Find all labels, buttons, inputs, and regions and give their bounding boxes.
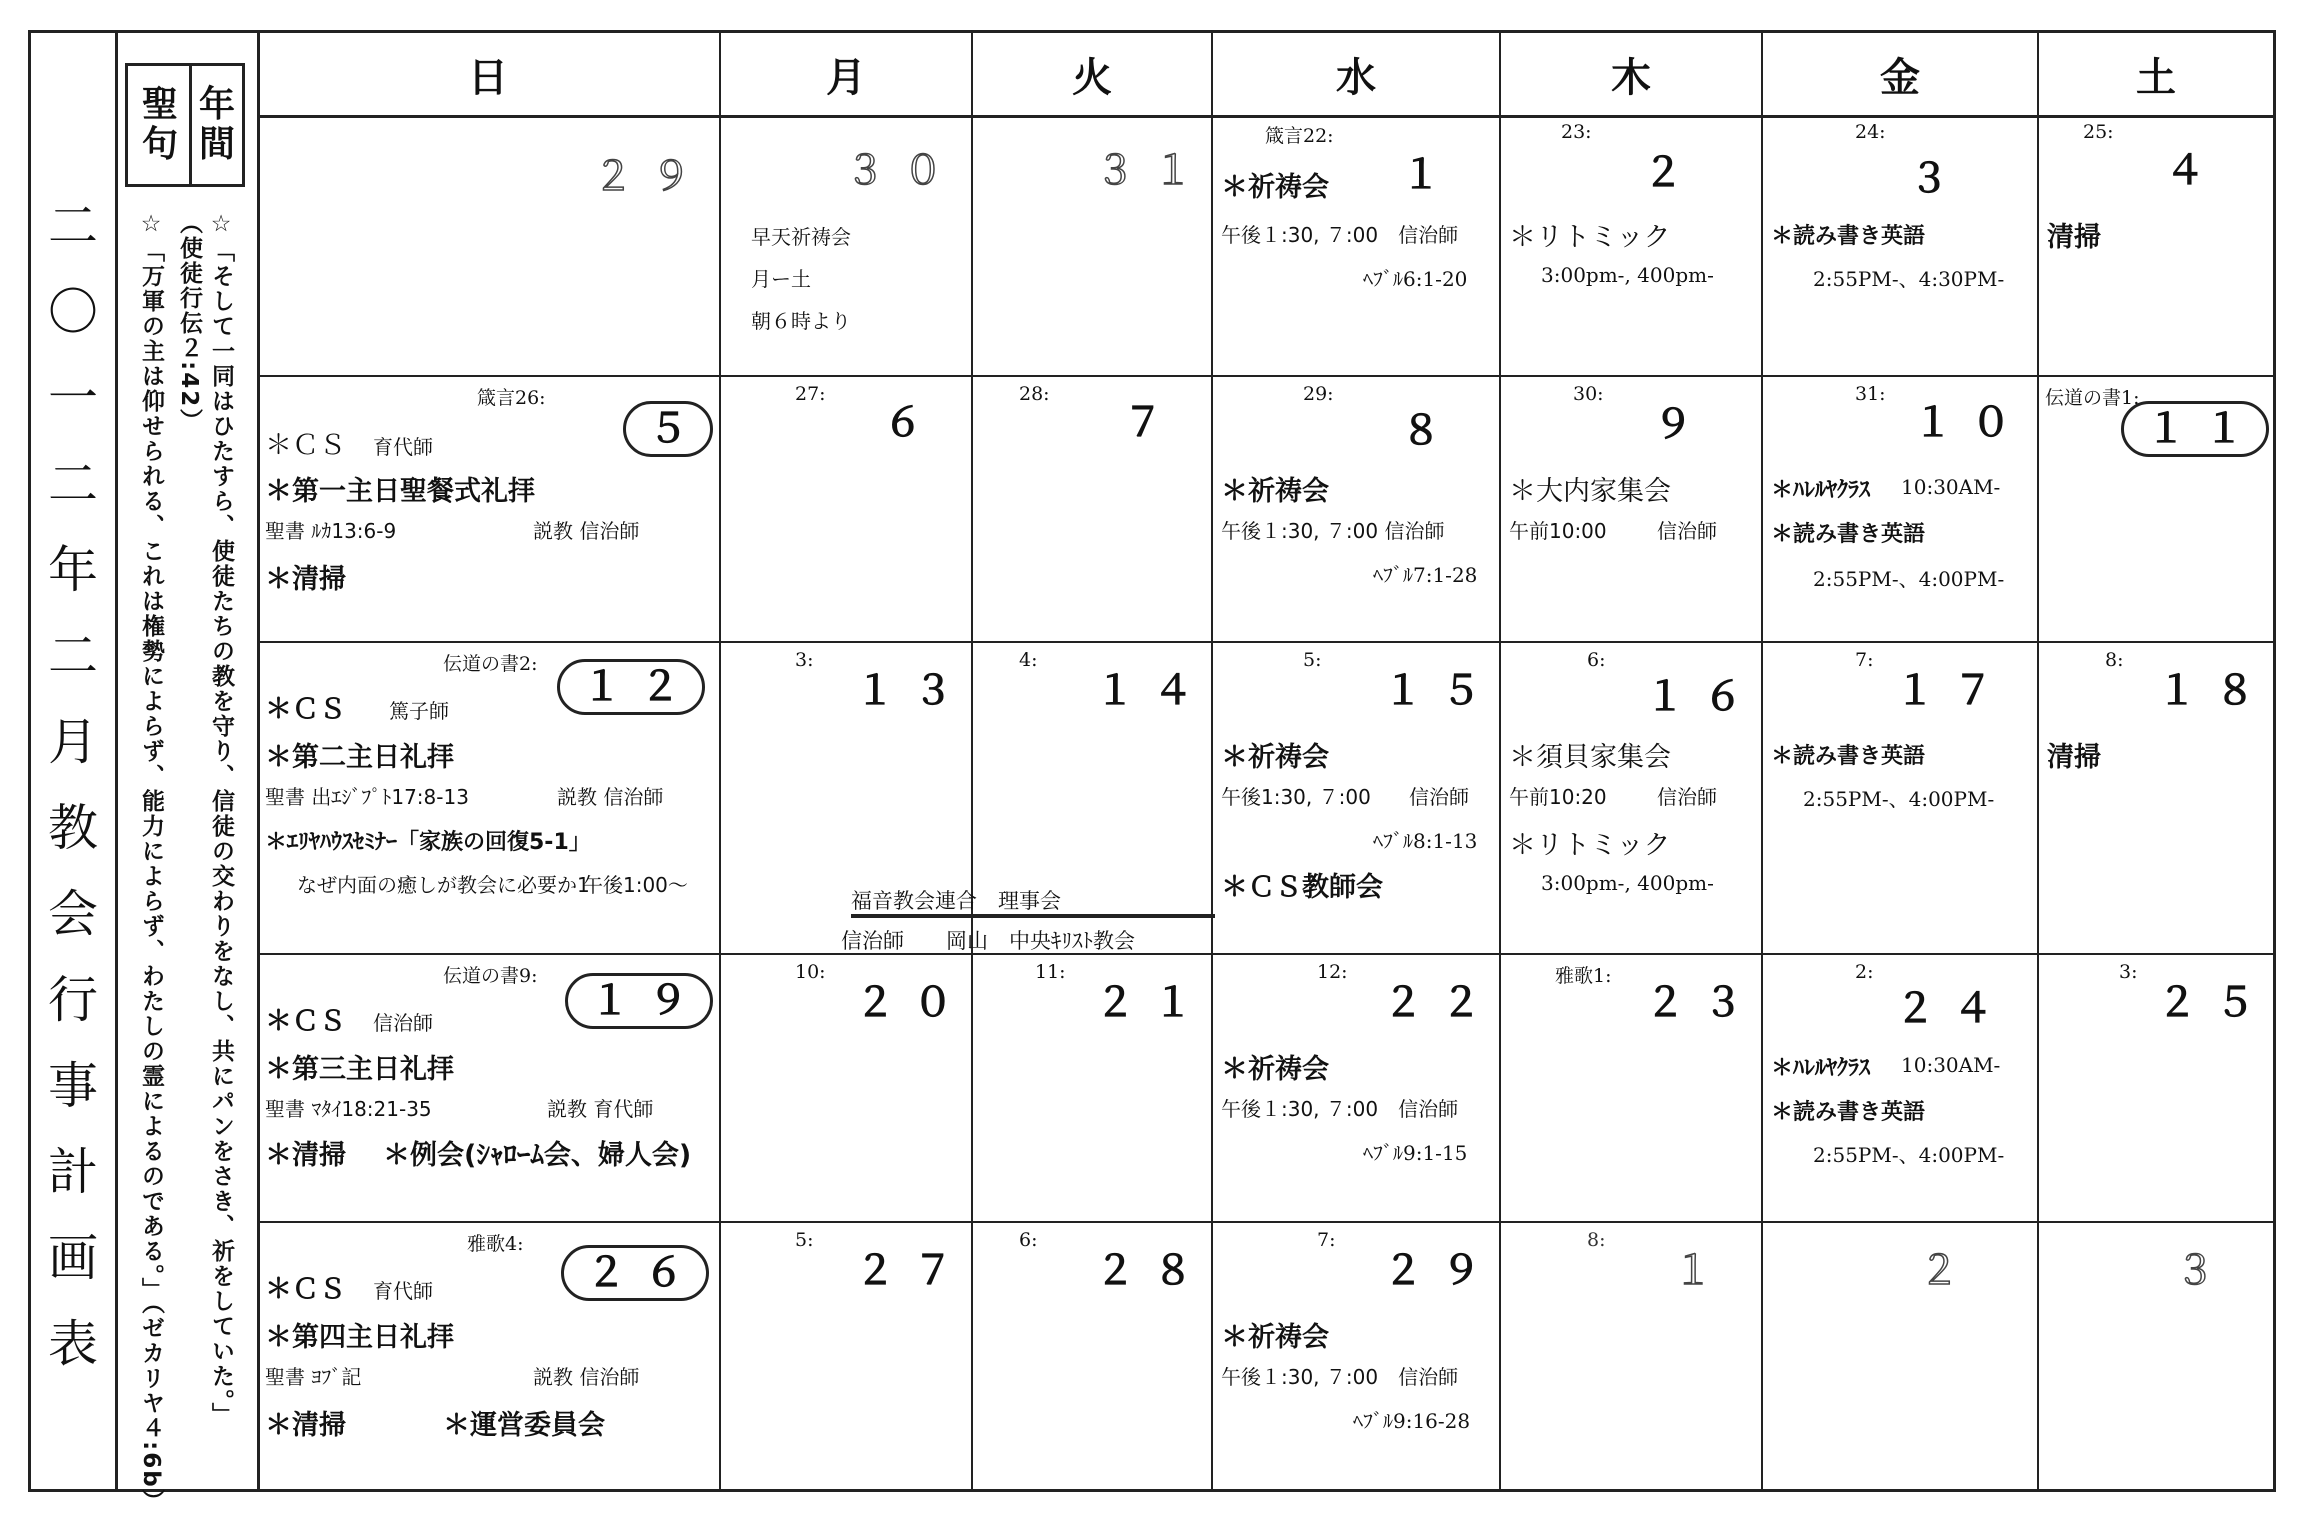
calendar-grid [257, 33, 2273, 1489]
day-cell[interactable] [973, 377, 1213, 643]
day-number: ２３ [1645, 980, 1761, 1026]
event-text: ＊清掃 [265, 1140, 346, 1171]
title-char: 月 [48, 713, 98, 771]
event-text: 午後１:30, ７:00 信治師 [1221, 1097, 1459, 1121]
event-text: ＊読み書き英語 [1771, 1100, 1926, 1125]
event-text: ＊須貝家集会 [1509, 742, 1671, 773]
title-char: 年 [48, 541, 98, 599]
scripture-reading: 11: [1035, 961, 1066, 983]
title-char: 計 [48, 1143, 98, 1201]
event-text: 聖書 ﾙｶ13:6-9 [265, 519, 397, 543]
day-cell[interactable] [257, 643, 721, 955]
title-char: 二 [48, 197, 98, 255]
day-number: ２７ [855, 1248, 971, 1294]
day-cell[interactable] [2039, 1223, 2273, 1489]
day-number: ４ [2165, 148, 2223, 194]
day-number: ８ [1401, 408, 1459, 454]
event-text: 聖書 ﾖﾌﾞ記 [265, 1365, 362, 1389]
day-cell[interactable] [1213, 115, 1501, 377]
day-cell[interactable] [1213, 1223, 1501, 1489]
scripture-reading: 8: [1587, 1229, 1606, 1251]
event-text: ＊読み書き英語 [1771, 224, 1926, 249]
event-text: 午前10:20 [1509, 785, 1607, 809]
day-cell[interactable] [1501, 115, 1763, 377]
day-number: ６ [883, 400, 941, 446]
scripture-reading: 3: [2119, 961, 2138, 983]
day-cell[interactable] [2039, 955, 2273, 1223]
event-text: 説教 信治師 [533, 519, 640, 543]
event-text: ＊ﾊﾚﾙﾔｸﾗｽ [1771, 478, 1871, 503]
event-text: 聖書 ﾏﾀｲ18:21-35 [265, 1097, 432, 1121]
event-text: 説教 信治師 [557, 785, 664, 809]
title-char: 〇 [48, 283, 98, 341]
weekday-thu: 木 [1501, 33, 1763, 115]
event-text: 朝６時より [751, 309, 851, 333]
event-text: ＊第三主日礼拝 [265, 1054, 454, 1085]
day-cell[interactable] [1213, 955, 1501, 1223]
event-text: ﾍﾌﾞﾙ7:1-28 [1373, 563, 1478, 587]
scripture-reading: 雅歌4: [467, 1233, 524, 1255]
meeting-attendees: 信治師 岡山 中央ｷﾘｽﾄ教会 [841, 929, 1135, 953]
event-text: 信治師 [1657, 519, 1717, 543]
day-number: ３ [1909, 156, 1967, 202]
scripture-reading: 30: [1573, 383, 1604, 405]
title-char: 一 [48, 369, 98, 427]
day-number: １９ [565, 973, 713, 1029]
title-char: 会 [48, 885, 98, 943]
event-text: ＊ＣＳ [265, 1006, 346, 1037]
day-cell[interactable] [721, 115, 973, 377]
day-number: １１ [2121, 401, 2269, 457]
scripture-reading: 伝道の書9: [443, 965, 538, 987]
event-text: 育代師 [373, 1279, 433, 1303]
day-number: ２２ [1383, 980, 1499, 1026]
day-cell[interactable] [973, 1223, 1213, 1489]
verse-label-char: 句 [141, 124, 178, 165]
day-cell[interactable] [721, 955, 973, 1223]
event-text: ﾍﾌﾞﾙ8:1-13 [1373, 829, 1478, 853]
scripture-reading: 伝道の書2: [443, 653, 538, 675]
event-text: ＊清掃 [265, 564, 346, 595]
event-text: 信治師 [1409, 785, 1469, 809]
verse-text-2: ☆「万軍の主は仰せられる、これは権勢によらず、能力によらず、わたしの霊によるのである。」（ゼカリヤ４:6b） [138, 211, 164, 1514]
scripture-reading: 27: [795, 383, 826, 405]
event-text: ﾍﾌﾞﾙ6:1-20 [1363, 267, 1468, 291]
scripture-reading: 伝道の書1: [2045, 387, 2140, 409]
title-char: 表 [48, 1315, 98, 1373]
day-number: ２９ [1383, 1248, 1499, 1294]
day-cell[interactable] [1501, 955, 1763, 1223]
day-cell[interactable] [2039, 377, 2273, 643]
day-number: ２ [1919, 1248, 1977, 1294]
day-number: ２９ [593, 154, 709, 200]
annual-verse-column [115, 33, 260, 1514]
event-text: 2:55PM-、4:00PM- [1803, 787, 1995, 811]
day-number: ２０ [855, 980, 971, 1026]
scripture-reading: 5: [795, 1229, 814, 1251]
day-number: １３ [855, 668, 971, 714]
day-cell[interactable] [1501, 643, 1763, 955]
day-cell[interactable] [257, 115, 721, 377]
event-text: ＊運営委員会 [443, 1410, 605, 1441]
day-number: ３０ [845, 148, 961, 194]
day-cell[interactable] [1763, 955, 2039, 1223]
event-text: 午後１:30, ７:00 信治師 [1221, 223, 1459, 247]
scripture-reading: 雅歌1: [1555, 965, 1612, 987]
day-number: ５ [623, 401, 713, 457]
scripture-reading: 5: [1303, 649, 1322, 671]
event-text: ＊ＣＳ [265, 430, 346, 461]
scripture-reading: 10: [795, 961, 826, 983]
event-text: 午前10:00 [1509, 519, 1607, 543]
day-cell[interactable] [257, 377, 721, 643]
day-cell[interactable] [1501, 1223, 1763, 1489]
day-number: ３ [2175, 1248, 2233, 1294]
event-text: ＊清掃 [265, 1410, 346, 1441]
scripture-reading: 23: [1561, 121, 1592, 143]
event-text: 清掃 [2047, 222, 2101, 253]
day-cell[interactable] [1501, 377, 1763, 643]
event-text: 清掃 [2047, 742, 2101, 773]
event-text: ＊読み書き英語 [1771, 522, 1926, 547]
day-cell[interactable] [973, 115, 1213, 377]
day-cell[interactable] [257, 955, 721, 1223]
event-text: 説教 育代師 [547, 1097, 654, 1121]
day-cell[interactable] [1213, 643, 1501, 955]
day-number: ９ [1653, 402, 1711, 448]
event-text: ﾍﾌﾞﾙ9:16-28 [1353, 1409, 1471, 1433]
event-text: ﾍﾌﾞﾙ9:1-15 [1363, 1141, 1468, 1165]
verse-text-1: ☆「そして一同はひたすら、使徒たちの教を守り、信徒の交わりをなし、共にパンをさき、祈をしていた。」 [208, 211, 234, 1428]
event-text: 午後１:30, ７:00 信治師 [1221, 519, 1445, 543]
event-text: 育代師 [373, 435, 433, 459]
verse-label-char: 間 [198, 124, 235, 165]
scripture-reading: 28: [1019, 383, 1050, 405]
event-text: ＊祈祷会 [1221, 742, 1329, 773]
event-text: ＊リトミック [1509, 830, 1671, 861]
event-text: ＊リトミック [1509, 222, 1671, 253]
day-number: ２１ [1095, 980, 1211, 1026]
title-char: 二 [48, 455, 98, 513]
event-text: なぜ内面の癒しが教会に必要か1 [297, 873, 590, 897]
scripture-reading: 3: [795, 649, 814, 671]
title-char: 行 [48, 971, 98, 1029]
scripture-reading: 6: [1587, 649, 1606, 671]
scripture-reading: 24: [1855, 121, 1886, 143]
event-text: ＊ＣＳ教師会 [1221, 872, 1383, 903]
calendar-sheet [28, 30, 2276, 1514]
day-number: ２６ [561, 1245, 709, 1301]
weekday-sat: 土 [2136, 54, 2176, 101]
day-cell[interactable] [2039, 643, 2273, 955]
event-text: ＊第二主日礼拝 [265, 742, 454, 773]
scripture-reading: 箴言22: [1265, 125, 1334, 147]
event-text: 月ー土 [751, 267, 811, 291]
day-cell[interactable] [2039, 115, 2273, 377]
scripture-reading: 6: [1019, 1229, 1038, 1251]
day-cell[interactable] [1763, 377, 2039, 643]
event-text: 2:55PM-、4:00PM- [1813, 567, 2005, 591]
day-cell[interactable] [1763, 115, 2039, 377]
event-text: 2:55PM-、4:30PM- [1813, 267, 2005, 291]
title-char: 画 [48, 1229, 98, 1287]
event-text: 信治師 [1657, 785, 1717, 809]
day-cell[interactable] [1763, 643, 2039, 955]
day-number: １６ [1645, 674, 1761, 720]
day-number: １５ [1383, 668, 1499, 714]
day-number: １ [1673, 1248, 1731, 1294]
scripture-reading: 12: [1317, 961, 1348, 983]
day-number: １ [1401, 152, 1459, 198]
weekday-tue: 火 [973, 33, 1213, 115]
day-number: ２５ [2157, 980, 2273, 1026]
title-char: 教 [48, 799, 98, 857]
event-text: ＊第一主日聖餐式礼拝 [265, 476, 535, 507]
event-text: ＊ｴﾘﾔﾊｳｽｾﾐﾅｰ「家族の回復5-1」 [265, 830, 591, 855]
day-number: １０ [1913, 400, 2029, 446]
day-cell[interactable] [257, 1223, 721, 1489]
event-text: 3:00pm-, 400pm- [1541, 871, 1714, 895]
scripture-reading: 29: [1303, 383, 1334, 405]
event-text: 篤子師 [389, 699, 449, 723]
verse-label-char: 聖 [141, 84, 178, 125]
event-text: 10:30AM- [1901, 475, 2001, 499]
meeting-underline [851, 914, 1215, 918]
event-text: ＊ＣＳ [265, 1274, 346, 1305]
weekday-sun: 日 [257, 33, 721, 115]
event-text: ＊ＣＳ [265, 694, 346, 725]
event-text: ＊祈祷会 [1221, 476, 1329, 507]
event-text: 聖書 出ｴｼﾞﾌﾟﾄ17:8-13 [265, 785, 469, 809]
weekday-wed: 水 [1213, 33, 1501, 115]
day-cell[interactable] [721, 1223, 973, 1489]
event-text: 2:55PM-、4:00PM- [1813, 1143, 2005, 1167]
event-text: 信治師 [373, 1011, 433, 1035]
event-text: 10:30AM- [1901, 1053, 2001, 1077]
day-cell[interactable] [1763, 1223, 2039, 1489]
scripture-reading: 31: [1855, 383, 1886, 405]
day-number: １２ [557, 659, 705, 715]
event-text: ＊大内家集会 [1509, 476, 1671, 507]
scripture-reading: 7: [1855, 649, 1874, 671]
event-text: ＊第四主日礼拝 [265, 1322, 454, 1353]
scripture-reading: 25: [2083, 121, 2114, 143]
scripture-reading: 7: [1317, 1229, 1336, 1251]
annual-verse-label [125, 63, 245, 187]
weekday-fri: 金 [1763, 33, 2039, 115]
event-text: ＊例会(ｼｬﾛｰﾑ会、婦人会) [383, 1140, 692, 1171]
event-text: ＊祈祷会 [1221, 1054, 1329, 1085]
scripture-reading: 8: [2105, 649, 2124, 671]
day-cell[interactable] [973, 955, 1213, 1223]
weekday-mon: 月 [721, 33, 973, 115]
day-number: ７ [1123, 400, 1181, 446]
weekday-header [257, 33, 2273, 118]
verse-label-char: 年 [198, 84, 235, 125]
day-number: １７ [1895, 668, 2011, 714]
scripture-reading: 箴言26: [477, 387, 546, 409]
title-char: 事 [48, 1057, 98, 1115]
day-number: ２ [1643, 150, 1701, 196]
day-number: ２８ [1095, 1248, 1211, 1294]
day-number: ２４ [1895, 986, 2011, 1032]
day-number: ３１ [1095, 148, 1211, 194]
title-char: 二 [48, 627, 98, 685]
calendar-title-vertical [31, 33, 118, 1489]
day-number: １４ [1095, 668, 1211, 714]
day-number: １８ [2157, 668, 2273, 714]
event-text: 説教 信治師 [533, 1365, 640, 1389]
event-text: 午後1:00～ [583, 873, 688, 897]
event-text: 午後1:30, ７:00 [1221, 785, 1371, 809]
day-cell[interactable] [721, 377, 973, 643]
event-text: ＊読み書き英語 [1771, 744, 1926, 769]
event-text: ＊祈祷会 [1221, 1322, 1329, 1353]
day-cell[interactable] [1213, 377, 1501, 643]
event-text: 午後１:30, ７:00 信治師 [1221, 1365, 1459, 1389]
event-text: 3:00pm-, 400pm- [1541, 263, 1714, 287]
scripture-reading: 2: [1855, 961, 1874, 983]
verse-citation-1: （使徒行伝２:42） [176, 211, 202, 434]
scripture-reading: 4: [1019, 649, 1038, 671]
meeting-title: 福音教会連合 理事会 [851, 889, 1061, 913]
event-text: ＊祈祷会 [1221, 172, 1329, 203]
event-text: ＊ﾊﾚﾙﾔｸﾗｽ [1771, 1056, 1871, 1081]
event-text: 早天祈祷会 [751, 225, 851, 249]
